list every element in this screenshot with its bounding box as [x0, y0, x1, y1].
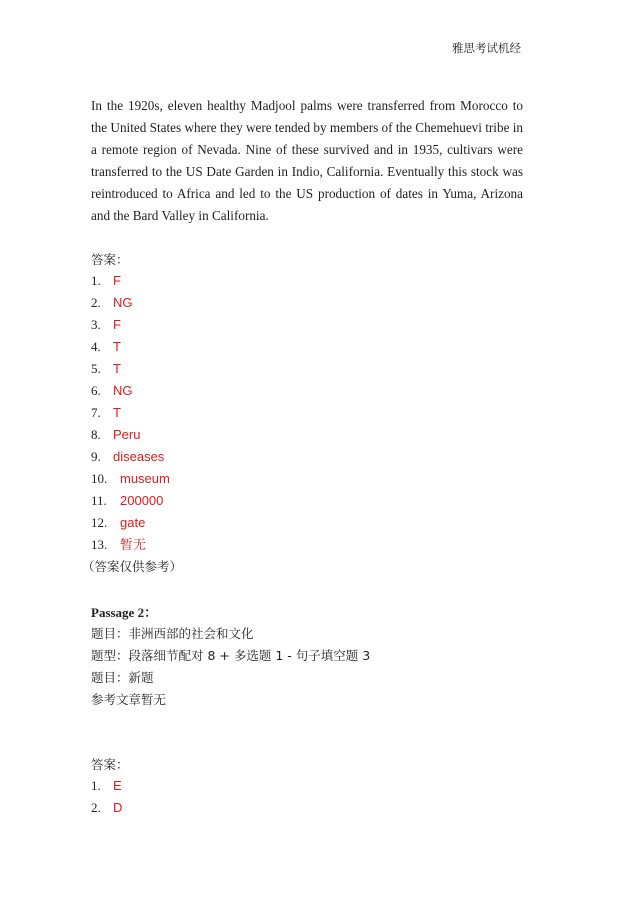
passage2-reference: 参考文章暂无 — [91, 692, 167, 707]
answer-item: 8. Peru — [91, 427, 141, 442]
answer-item: 13. 暂无 — [91, 537, 147, 552]
passage2-status: 题目：新题 — [91, 670, 154, 685]
passage2-question-types: 题型：段落细节配对 8 + 多选题 1 - 句子填空题 3 — [91, 648, 371, 663]
passage-paragraph: In the 1920s, eleven healthy Madjool palms were transferred from Morocco to the United States where they were tended by members of the Chemehuevi tribe in a remote region of Nevada. Nine of these survived and in 1935, cultivars were transferred to the US Date Garden in Indio, California. Eventually this stock was reintroduced to Africa and led to the US production of dates in Yuma, Arizona and the Bard Valley in California. — [91, 98, 523, 223]
answer-item: 4. T — [91, 339, 121, 354]
answer-item: 1. F — [91, 273, 121, 288]
header-title: 雅思考试机经 — [452, 41, 521, 55]
answers-label: 答案： — [91, 252, 129, 267]
answer-item: 7. T — [91, 405, 121, 420]
answer-item: 3. F — [91, 317, 121, 332]
passage2-title: Passage 2： — [91, 605, 158, 620]
answer-item: 10. museum — [91, 471, 170, 486]
answer-item: 9. diseases — [91, 449, 165, 464]
answer-item: 11. 200000 — [91, 493, 164, 508]
answer-item: 1. E — [91, 778, 122, 793]
answer-item: 6. NG — [91, 383, 133, 398]
answers2-label: 答案： — [91, 757, 129, 772]
passage2-topic: 题目：非洲西部的社会和文化 — [91, 626, 254, 641]
answer-item: 2. D — [91, 800, 123, 815]
answers-note: （答案仅供参考） — [82, 559, 183, 574]
answer-item: 2. NG — [91, 295, 133, 310]
answer-item: 12. gate — [91, 515, 146, 530]
answer-item: 5. T — [91, 361, 121, 376]
